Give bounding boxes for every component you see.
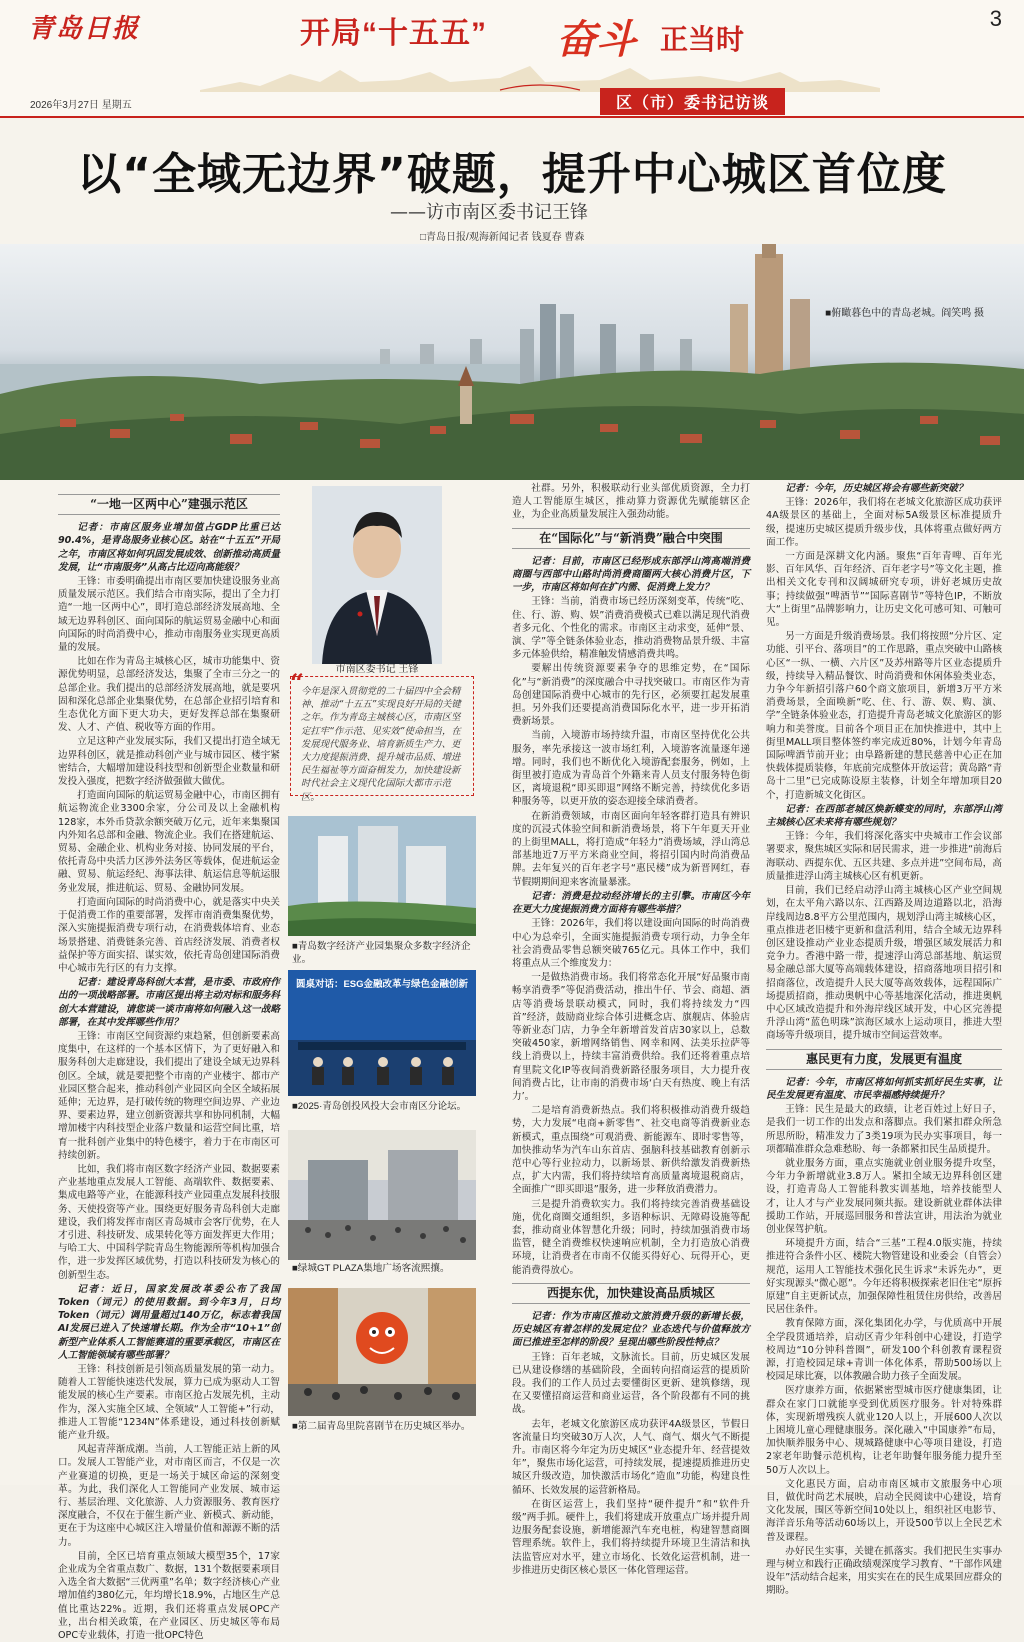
- photo-forum: [288, 970, 476, 1096]
- article-column-4: [766, 482, 1002, 1597]
- paragraph: 一方面是深耕文化内涵。聚焦“百年青啤、百年光影、百年风华、百年经济、百年老字号”等文化主题，推出相关文化专刊和汉阔城研究专项，讲好老城历史故事；持续做强“啤酒节”“国际喜剧节”等特色IP，不断放大“上街里”品牌影响力，让历史文化可感可知、可触可见。: [766, 551, 1002, 629]
- article-subhead: ——访市南区委书记王锋: [390, 202, 588, 223]
- paragraph: 王锋：2026年，我们将以建设面向国际的时尚消费中心为总牵引，全面实施提振消费专项行动，力争全年社会消费品零售总额突破765亿元。具体工作中，我们将重点从三个维度发力：: [512, 918, 750, 969]
- article-byline: □青岛日报/观海新闻记者 钱夏春 曹森: [420, 232, 585, 243]
- banner-title-1: 开局“十五五”: [300, 17, 487, 50]
- paragraph: 比如，我们将市南区数字经济产业园、数据要素产业基地重点发展人工智能、高端软件、数据要素、集成电路等产业，在能源科技产业园重点发展科技服务、天使投资等产业。围绕更好服务青岛科创大走廊建设，我们将发挥市南区青岛城市会客厅优势，在人才引进、科技研发、成果转化等方面发挥更大作用；与哈工大、中国科学院青岛生物能源所等机构加强合作，进一步发挥区域优势，打造以科技研发为核心的创新型生态。: [58, 1163, 280, 1281]
- paragraph: 目前，全区已培育重点领域大模型35个，17家企业成为全省重点数广、数据，131个数据要素项目入选全省大数据“三优两重”名单；数字经济核心产业增加值约380亿元，年均增长18.9%，占地区生产总值比重达22%。近期，我们还将重点发展OPC产业，出台相关政策，在产业园区、历史城区等布局OPC专业载体，打造一批OPC特色: [58, 1550, 280, 1642]
- banner: [300, 8, 745, 62]
- photo-caption-3: ■绿城GT PLAZA集地广场客流熙攘。: [292, 1263, 450, 1274]
- paragraph: 一是做热消费市场。我们将常态化开展“好品聚市南 畅享消费季”等促消费活动，推出牛仔、节会、商超、酒店等消费场景联动模式，同时，我们将持续发力“四首”经济，鼓励商业综合体引进概念店、旗舰店、体验店等新业态门店，力争全年新增首发首店30家以上，总数突破450家，新增网络销售、网幸和网、法美乐拉萨等线上消费以上，持续丰富消费供给。我们还将着重点培育里院文化IP等夜间消费新路径服务项目，大力提升夜间消费占比，让市南的消费市场‘白天有热度、晚上有活力’。: [512, 972, 750, 1102]
- paragraph: 打造面向国际的航运贸易金融中心，市南区拥有航运物流企业3300余家，分公司及以上金融机构128家，本外币贷款余额突破万亿元，近年来集聚国内外知名总部和金融、物流企业。我们在搭建航运、贸易、金融企业、机构业务对接、协同发展的平台，依托青岛中央活力区涉外法务区等载体，促进航运金融、贸易、航运经纪、海事法律、航运信息等航运服务业发展，推进航运、贸易、金融协同发展。: [58, 790, 280, 894]
- city-skyline-illustration: [0, 244, 1024, 480]
- photo-caption-4: ■第二届青岛里院喜剧节在历史城区举办。: [292, 1421, 471, 1432]
- hero-photo: [0, 244, 1024, 480]
- banner-title-2: 奋斗: [556, 18, 636, 62]
- paragraph: 在新消费领域，市南区面向年轻客群打造具有辨识度的沉浸式体验空间和新消费场景，将下午年夏天开业的上街里MALL，将打造成“年轻力”消费场域，浮山湾总部基地近7万平方米商业空间，将招引国内时尚消费品牌。去年复兴的百年老字号“惠民楼”成为新晋网红，春节假期期间迎来客流量暴涨。: [512, 810, 750, 888]
- interview-question: 记者：消费是拉动经济增长的主引擎。市南区今年在更大力度提振消费方面将有哪些举措？: [512, 890, 750, 916]
- article-column-3: [512, 482, 750, 1576]
- paragraph: 就业服务方面，重点实施就业创业服务提升攻坚，今年力争新增就业3.8万人。紧扣全域无边界科创区建设，打造青岛人工智能科教实训基地，培养技能型人才，让人才与产业发展同频共振。建设新就业群体法律援助工作站，开展巡回服务和普法宣讲，用法治为就业创业保驾护航。: [766, 1157, 1002, 1235]
- interview-question: 记者：在西部老城区焕新蝶变的同时，东部浮山湾主城核心区未来将有哪些规划？: [766, 803, 1002, 829]
- photo-caption-1: ■青岛数字经济产业园集聚众多数字经济企业。: [292, 941, 471, 965]
- paragraph: 王锋：市委明确提出市南区要加快建设服务业高质量发展示范区。我们结合市南实际，提出了全力打造“一地一区两中心”，即打造总部经济发展高地、全域无边界科创区、面向国际的航运贸易金融中心和面向国际的时尚消费中心，推动市南服务业实现更高质量的发展。: [58, 576, 280, 654]
- paragraph: 另一方面是升级消费场景。我们将按照“分片区、定功能、引平台、落项目”的工作思路，重点突破中山路核心区“一纵、一横、六片区”及苏州路等片区业态提质升级，持续导入精品餐饮、时尚消费和休闲体验类业态，力争今年新招引落户60个商文旅项目，新增3万平方米消费场景，全面唤新“吃、住、行、游、娱、购、演、学”全链条体验业态，打造提升青岛老城文化旅游区的影响力和美誉度。目前各个项目正在加快推进中，其中上街里MALL项目整体签约率完成近80%，计划今年青岛国际啤酒节前开业；由阜路新建的慧民慈善中心正在加快载体提质装修，年底前完成整体开放运营；黄岛路“青岛十二里”已完成陈设原主装修，计划全年增加项目20个，打造新城文化街区。: [766, 631, 1002, 801]
- interview-question: 记者：目前，市南区已经形成东部浮山湾高端消费商圈与西部中山路时尚消费商圈两大核心消费片区，下一步，市南区将如何在扩内需、促消费上发力？: [512, 555, 750, 594]
- paragraph: 比如在作为青岛主城核心区，城市功能集中、资源优势明显，总部经济发达，集聚了全市三分之一的总部企业。我们提出的总部经济发展高地，就是要巩固和深化总部企业集聚优势，在总部企业招引培育和生态优化方面下更大功夫，更好发挥总部在集聚研发、人才、产值、税收等方面的作用。: [58, 656, 280, 734]
- banner-title-3: 正当时: [660, 24, 745, 55]
- section-heading: 西提东优，加快建设高品质城区: [512, 1283, 750, 1304]
- interview-question: 记者：近日，国家发展改革委公布了我国Token（词元）的使用数据。到今年3月，日均Token（词元）调用量超过140万亿，标志着我国AI发展已进入了快速增长期。作为全市“10+1”创新型产业体系人工智能赛道的重要承载区，市南区在人工智能领域有哪些部署？: [58, 1283, 280, 1361]
- paragraph: 王锋：今年，我们将深化落实中央城市工作会议部署要求，聚焦城区实际和居民需求，进一步推进“前海后海联动、西提东优、五区共建、多点并进”空间布局，高质量推进浮山湾主城核心区有机更新。: [766, 831, 1002, 882]
- hero-caption: ■俯瞰暮色中的青岛老城。阎笑鸣 摄: [825, 308, 984, 319]
- interview-question: 记者：作为市南区推动文旅消费升级的新增长极，历史城区有着怎样的发展定位？业态迭代与价值释放方面已推进至怎样的阶段？呈现出哪些阶段性特点？: [512, 1310, 750, 1349]
- skyline-decoration: [200, 52, 880, 92]
- photo-comedy-festival: [288, 1288, 476, 1416]
- article-column-1: [58, 488, 280, 1642]
- masthead: [0, 0, 1024, 118]
- photo-digital-park: [288, 816, 476, 936]
- person-portrait-icon: [312, 486, 442, 664]
- paragraph: 要解出传统资源要素争夺的思维定势，在“国际化”与“新消费”的深度融合中寻找突破口。市南区作为青岛创建国际消费中心城市的先行区，必须要扛起发展重担。另外我们还要提高消费国际化水平，进一步开拓消费新场景。: [512, 663, 750, 728]
- paragraph: 王锋：2026年，我们将在老城文化旅游区成功获评4A级景区的基础上，全面对标5A级景区标准提质升级，提速历史城区提质升级步伐，具体将重点做好两方面工作。: [766, 497, 1002, 548]
- paragraph: 三是提升消费软实力。我们将持续完善消费基础设施，优化商圈交通组织，多语种标识、无障碍设施等配套，推动商业体智慧化升级；同时，持续加强消费市场监管，健全消费维权快速响应机制，全力打造放心消费环境，让消费者在市南不仅能买得好心、玩得开心，更能消费得放心。: [512, 1198, 750, 1276]
- paragraph: 文化惠民方面，启动市南区城市文旅服务中心项目，做优时尚艺术展映，启动全民阅读中心建设，培育文化发展，围区等新空间10处以上，组织社区电影节、海洋音乐角等活动60场以上，开设500节以上全民艺术普及课程。: [766, 1478, 1002, 1543]
- quote-mark-icon: “: [290, 668, 304, 697]
- office-buildings-image: [288, 816, 476, 936]
- section-heading: “一地一区两中心”建强示范区: [58, 494, 280, 515]
- paragraph: 医疗康养方面，依据紧密型城市医疗健康集团，让群众在家门口就能享受到优质医疗服务。针对特殊群体，实现新增残疾人就业120人以上，开展600人次以上困境儿童心理健康服务。深化融入“中国康养”布局，加快顺养服务中心、规城路健康中心等项目建设，打造2家老年助餐示范机构，让老年助餐年服务能力提升至50万人次以上。: [766, 1385, 1002, 1476]
- paragraph: 王锋：民生是最大的政绩，让老百姓过上好日子，是我们一切工作的出发点和落脚点。我们紧扣群众所急所思所盼，精准发力了3类19项为民办实事项目，每一项都瞄准群众急难愁盼、每一条都紧扣民生品质提升。: [766, 1104, 1002, 1155]
- paragraph: 二是培育消费新热点。我们将积极推动消费升级趋势，大力发展“电商+新零售”、社交电商等消费新业态新模式，重点围绕“可观消费、新能源车、即时零售等，加快推动华为汽车山东首店、强脑科技基础教育创新示范中心等行业拉动力，以新场景、新供给激发消费新热点，扩大内需，我们将持续培育高质量离境退税商店，全面推广“即买即退”服务，进一步释放消费潜力。: [512, 1105, 750, 1196]
- interview-question: 记者：市南区服务业增加值占GDP比重已达90.4%，是青岛服务业核心区。站在“十五五”开局之年，市南区将如何巩固发展成效、创新推动高质量发展，让“市南服务”从高占比迈向高能级？: [58, 522, 280, 573]
- paragraph: 环境提升方面，结合“三基”工程4.0版实施，持续推进符合条件小区、楼院大物管建设和业委会（自管会）规范，运用人工智能技术强化民生诉求“未诉先办”，更好实现源头“微心愿”。今年还将积极探索老旧住宅“原拆原建”自主更新试点，加强保障性租赁住房供给，改善居民居住条件。: [766, 1238, 1002, 1316]
- pull-quote: 今年是深入贯彻党的二十届四中全会精神、推动“十五五”实现良好开局的关键之年。作为青岛主城核心区，市南区坚定扛牢“作示范、见实效”使命担当，在发展现代服务业、培育新质生产力、更大力度提振消费、提升城市品质、增进民生福祉等方面奋楫发力，加快建设新时代社会主义现代化国际大都市示范区。: [290, 676, 474, 796]
- paragraph: 社群。另外，积极联动行业头部优质资源，全力打造人工智能原生城区，推动算力资源优先赋能辖区企业，为企业高质量发展注入强劲动能。: [512, 483, 750, 521]
- interview-question: 记者：建设青岛科创大本营，是市委、市政府作出的一项战略部署。市南区提出将主动对标和服务科创大本营建设，请您谈一谈市南将如何融入这一战略部署，在其中发挥哪些作用？: [58, 977, 280, 1028]
- interview-question: 记者：今年，市南区将如何抓实抓好民生实事，让民生发展更有温度、市民幸福感持续提升？: [766, 1076, 1002, 1101]
- portrait-caption: 市南区委书记 王锋: [335, 664, 419, 675]
- section-heading: 惠民更有力度，发展更有温度: [766, 1049, 1002, 1070]
- issue-date: 2026年3月27日 星期五: [30, 100, 132, 111]
- page-number: 3: [989, 6, 1002, 31]
- paragraph: 在街区运营上，我们坚持“硬件提升”和“软件升级”两手抓。硬件上，我们将建成开放重点广场并提升周边服务配套设施，新增能源汽车充电桩，构建智慧商圈管理系统。软件上，我们将持续提升环境卫生清洁和执法监管应对水平，建立市场化、长效化运营机制，进一步推进历史街区核心景区一体化管理运营。: [512, 1498, 750, 1576]
- paragraph: 王锋：市南区空间资源约束趋紧，但创新要素高度集中，在这样的一个基本区情下，为了更好融入和服务科创大走廊建设，我们提出了建设全域无边界科创区。全域，就是要把整个市南的产业楼宇、都市产业园区整合起来，推动科创产业园区向全区全域拓展延伸；无边界，是打破传统的物理空间边界、产业边界、要素边界，建立创新资源共享和协同机制，大幅增加楼宇内科技型企业落户数量和运营空间比重，培育一批科创产业集中的特色楼宇，着力于在市南区可持续创新。: [58, 1030, 280, 1161]
- forum-banner-text: 圆桌对话：ESG金融改革与绿色金融创新: [295, 979, 469, 990]
- paragraph: 王锋：当前，消费市场已经历深刻变革，传统“吃、住、行、游、购、娱”消费消费模式已难以满足现代消费者多元化、个性化的需求。市南区主动求变，延伸“景、演、学”等全链条体验业态，推动消费物品景升级、丰富多元体验供给，精准触发情感消费共鸣。: [512, 596, 750, 661]
- paragraph: 王锋：百年老城，文脉流长。目前，历史城区发展已从建设修缮的基础阶段，全面转向招商运营的提质阶段。我们的工作人员过去要懂街区更新、建筑修缮，现在又要懂招商运营和商业运营，各个阶段都有不同的挑战。: [512, 1351, 750, 1416]
- paragraph: 王锋：科技创新是引领高质量发展的第一动力。随着人工智能快速迭代发展，算力已成为驱动人工智能发展的核心生产要素。市南区抢占发展先机，主动作为，深入实施全区域、全领域“人工智能+”行动，推进人工智能“1234N”体系建设，通过科技创新赋能产业升级。: [58, 1364, 280, 1442]
- newspaper-logo: 青岛日报: [28, 14, 141, 44]
- photo-plaza: [288, 1130, 476, 1260]
- paragraph: 办好民生实事，关键在抓落实。我们把民生实事办理与树立和践行正确政绩观深度学习教育、“干部作风建设年”活动结合起来，用实实在在的民生成果回应群众的期盼。: [766, 1545, 1002, 1597]
- paragraph: 立足这种产业发展实际，我们又提出打造全域无边界科创区，就是推动科创产业与城市园区、楼宇紧密结合，大幅增加建设科技型和创新型企业数量和研发投入强度，把数字经济做强做大做优。: [58, 736, 280, 788]
- paragraph: 教育保障方面，深化集团化办学，与优质高中开展全学段贯通培养，启动区青少年科创中心建设，打造学校周边“10分钟科普圈”，研发100个科创教育课程资源，打造校园足球+青训一体化体系，帮助500场以上校园足球比赛，以体教融合助力孩子全面发展。: [766, 1318, 1002, 1383]
- interview-question: 记者：今年，历史城区将会有哪些新突破？: [785, 483, 968, 494]
- paragraph: 去年，老城文化旅游区成功获评4A级景区，节假日客流量日均突破30万人次，人气、商气、烟火气不断提升。市南区将今年定为历史城区“业态提升年、经营提效年”，聚焦市场化运营，可持续发展，提速提质推进历史城区升级改造，加快激活市场化“造血”功能，构建良性循环、长效发展的运营新格局。: [512, 1418, 750, 1496]
- paragraph: 打造面向国际的时尚消费中心，就是落实中央关于促消费工作的重要部署，发挥市南消费集聚优势，深入实施提振消费专项行动，在消费载体培育、业态场景搭建、消费链条完善、首店经济发展、消费者权益保护等方面实招、谋实效，依托青岛创建国际消费中心城市先行区的有力支撑。: [58, 896, 280, 974]
- article-headline: 以“全域无边界”破题，提升中心城区首位度: [77, 149, 947, 200]
- paragraph: 当前，入境游市场持续升温，市南区坚持优化公共服务，率先承接这一波市场红利，入境游客流量逐年递增。同时，我们也不断优化入境游配套服务，例如，上街里被打造成为青岛首个外籍来青人员支付服务特色街区，离境退税“即买即退”网络不断完善，持续优化多语种服务等，以更开放的姿态迎接全球消费者。: [512, 730, 750, 808]
- section-tag: 区（市）委书记访谈: [600, 88, 785, 115]
- paragraph: 风起青萍渐成潮。当前，人工智能正站上新的风口。发展人工智能产业，对市南区而言，不仅是一次产业赛道的切换，更是一场关于城区命运的深刻变革。为此，我们深化人工智能同产业发展、城市运行、基层治理、文化旅游、人力资源服务、教育医疗深度融合，不仅在于催生新产业、新模式、新动能，更在于为这座中心城区注入增量价值和源源不断的活力。: [58, 1444, 280, 1548]
- festival-street-image: [288, 1288, 476, 1416]
- section-heading: 在“国际化”与“新消费”融合中突围: [512, 528, 750, 549]
- photo-caption-2: ■2025·青岛创投风投大会市南区分论坛。: [292, 1101, 467, 1112]
- portrait-photo: [312, 486, 442, 664]
- shopping-plaza-image: [288, 1130, 476, 1260]
- paragraph: 目前，我们已经启动浮山湾主城核心区产业空间规划，在太平角六路以东、江西路及周边道路以北，沿海岸线周边8.8平方公里范围内，规划浮山湾主城核心区，重点推进老旧楼宇更新和盘活利用，结合全域无边界科创区建设推动产业业态提质升级，增强区域发展活力和竞争力。香港中路一带，提速浮山湾总部基地、航运贸易金融总部大厦等高端载体建设，招商落地项目招引和招商落位，改造提升人民大厦等高效载体，远程国际广场提质招商，推动奥帆中心等基地深化活动，推进奥帆中心区域改造提升和外海岸线区域开发，中心区完善提升浮山湾“蓝色明珠”滨海区域水上运动项目，推进大型商场等升级项目，提升城市空间运营效率。: [766, 885, 1002, 1042]
